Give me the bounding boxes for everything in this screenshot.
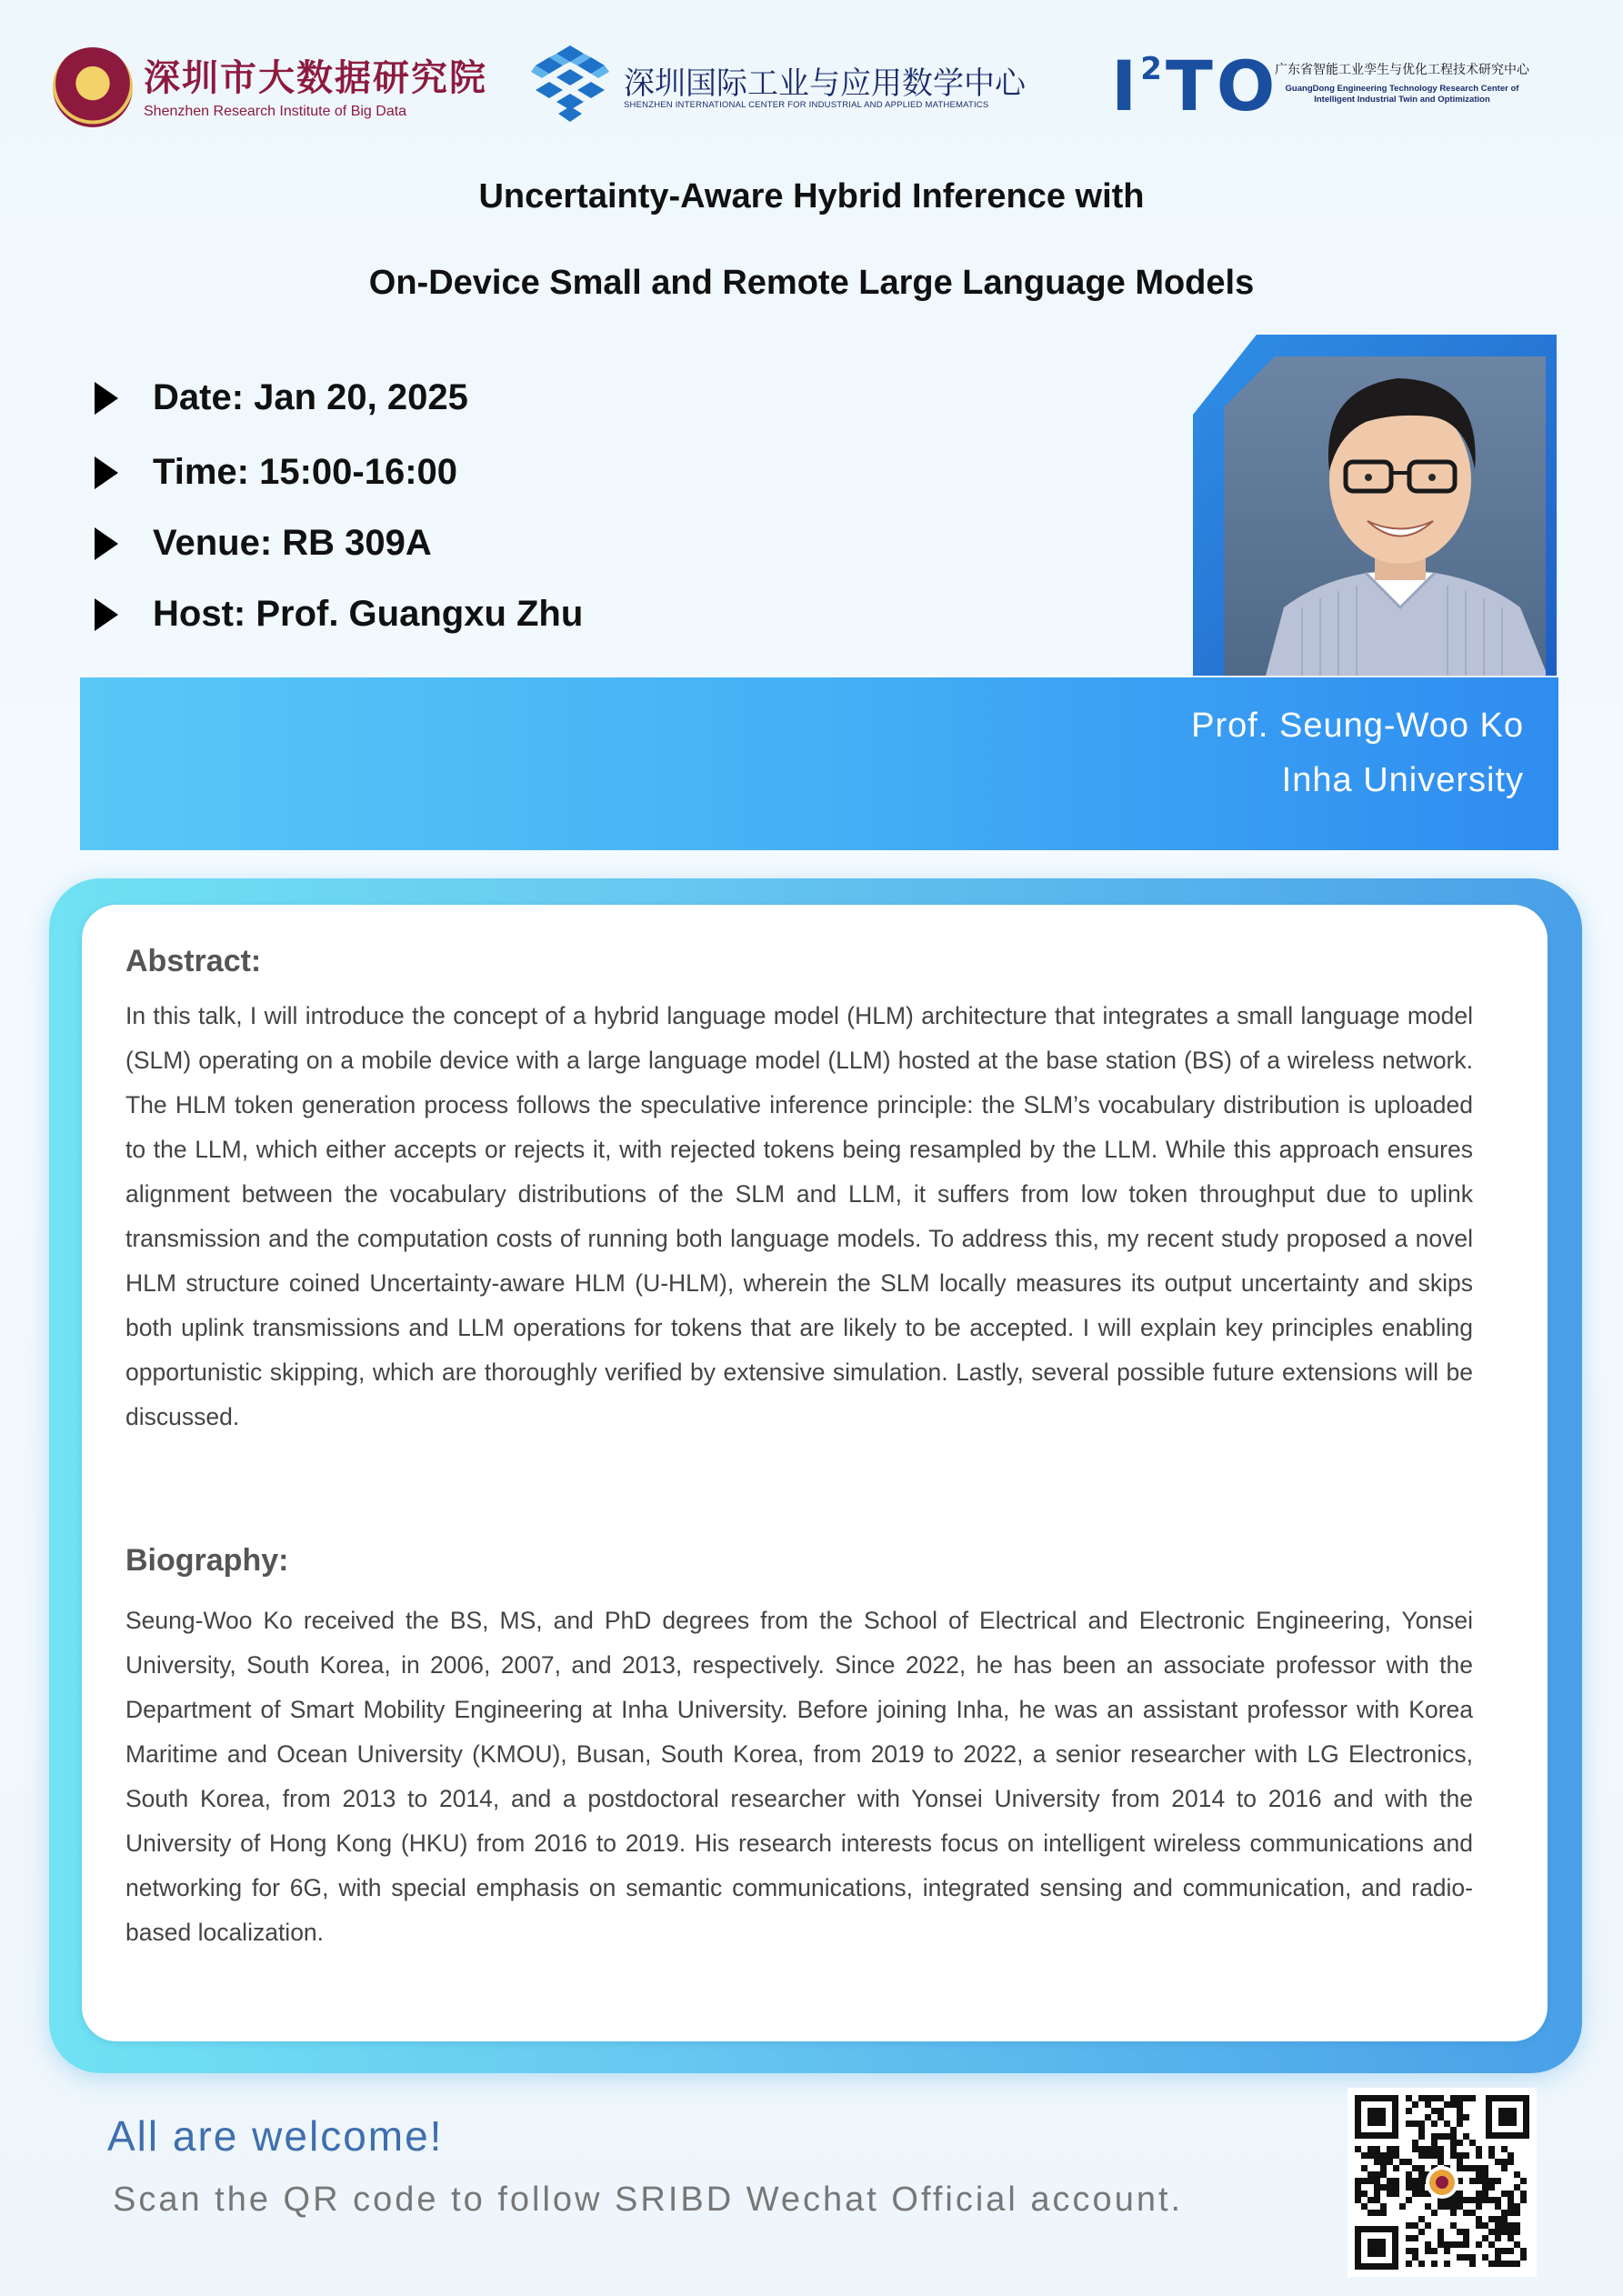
info-venue xyxy=(95,523,432,564)
time-text: Time: 15:00-16:00 xyxy=(153,452,457,492)
sicim-hexagon-icon xyxy=(529,44,611,124)
sribd-seal-icon xyxy=(53,47,133,127)
triangle-bullet-icon xyxy=(95,382,118,415)
triangle-bullet-icon xyxy=(95,598,118,631)
sicim-logo xyxy=(529,44,1057,125)
date-text: Date: Jan 20, 2025 xyxy=(153,377,468,417)
host-text: Host: Prof. Guangxu Zhu xyxy=(153,594,584,634)
i2to-name-cn: 广东省智能工业孪生与优化工程技术研究中心 xyxy=(1275,63,1529,77)
sribd-name-en: Shenzhen Research Institute of Big Data xyxy=(144,104,407,119)
talk-title-line2: On-Device Small and Remote Large Language Models xyxy=(368,264,1255,302)
triangle-bullet-icon xyxy=(95,456,118,489)
speaker-name: Prof. Seung-Woo Ko xyxy=(1191,707,1524,745)
info-host xyxy=(95,594,583,635)
triangle-bullet-icon xyxy=(95,527,118,560)
biography-text: Seung-Woo Ko received the BS, MS, and PhD degrees from the School of Electrical and Electronic Engineering, Yonsei University, South Korea, in 2006, 2007, and 2013, respectively. Since 2022, he has been an associate professor with the Department of Smart Mobility Engineering at Inha University. Before joining Inha, he was an assistant professor with Korea Maritime and Ocean University (KMOU), Busan, South Korea, from 2019 to 2022, a senior researcher with LG Electronics, South Korea, from 2013 to 2014, and a postdoctoral researcher with Yonsei University from 2014 to 2016 and with the University of Hong Kong (HKU) from 2016 to 2019. His research interests focus on intelligent wireless communications and networking for 6G, with special emphasis on semantic communications, integrated sensing and communication, and radio-based localization. xyxy=(125,1607,1473,1946)
venue-text: Venue: RB 309A xyxy=(153,523,432,563)
i2to-logo xyxy=(1111,44,1584,125)
sribd-name-cn: 深圳市大数据研究院 xyxy=(144,57,487,99)
i2to-name-en: GuangDong Engineering Technology Research Center of Intelligent Industrial Twin and Optimization xyxy=(1285,84,1519,105)
biography-heading: Biography: xyxy=(125,1543,289,1578)
welcome-text: All are welcome! xyxy=(107,2112,444,2160)
abstract-text: In this talk, I will introduce the concept of a hybrid language model (HLM) architecture that integrates a small language model (SLM) operating on a mobile device with a large language model (LLM) hosted at the base station (BS) of a wireless network. The HLM token generation process follows the speculative inference principle: the SLM’s vocabulary distribution is uploaded to the LLM, which either accepts or rejects it, with rejected tokens being resampled by the LLM. While this approach ensures alignment between the vocabulary distributions of the SLM and LLM, it suffers from low token throughput due to uplink transmission and the computation costs of running both language models. To address this, my recent study proposed a novel HLM structure coined Uncertainty-aware HLM (U-HLM), wherein the SLM locally measures its output uncertainty and skips both uplink transmissions and LLM operations for tokens that are likely to be accepted. I will explain key principles enabling opportunistic skipping, which are thoroughly verified by extensive simulation. Lastly, several possible future extensions will be discussed. xyxy=(125,1002,1473,1430)
i2to-mark: $I^2TO$ xyxy=(1111,45,1279,126)
header-logos xyxy=(0,36,1623,145)
sribd-logo xyxy=(53,47,526,129)
speaker-affiliation: Inha University xyxy=(1281,761,1524,799)
sicim-name-cn: 深圳国际工业与应用数学中心 xyxy=(624,65,1026,102)
sicim-name-en: SHENZHEN INTERNATIONAL CENTER FOR INDUSTRIAL AND APPLIED MATHEMATICS xyxy=(624,100,989,110)
talk-title-line1: Uncertainty-Aware Hybrid Inference with xyxy=(478,177,1145,216)
scan-instruction: Scan the QR code to follow SRIBD Wechat Official account. xyxy=(113,2181,1184,2219)
info-time xyxy=(95,452,457,493)
speaker-photo xyxy=(1193,335,1557,676)
abstract-heading: Abstract: xyxy=(125,944,262,978)
info-date xyxy=(95,377,468,418)
speaker-banner xyxy=(80,677,1558,850)
qr-code[interactable] xyxy=(1347,2088,1537,2277)
